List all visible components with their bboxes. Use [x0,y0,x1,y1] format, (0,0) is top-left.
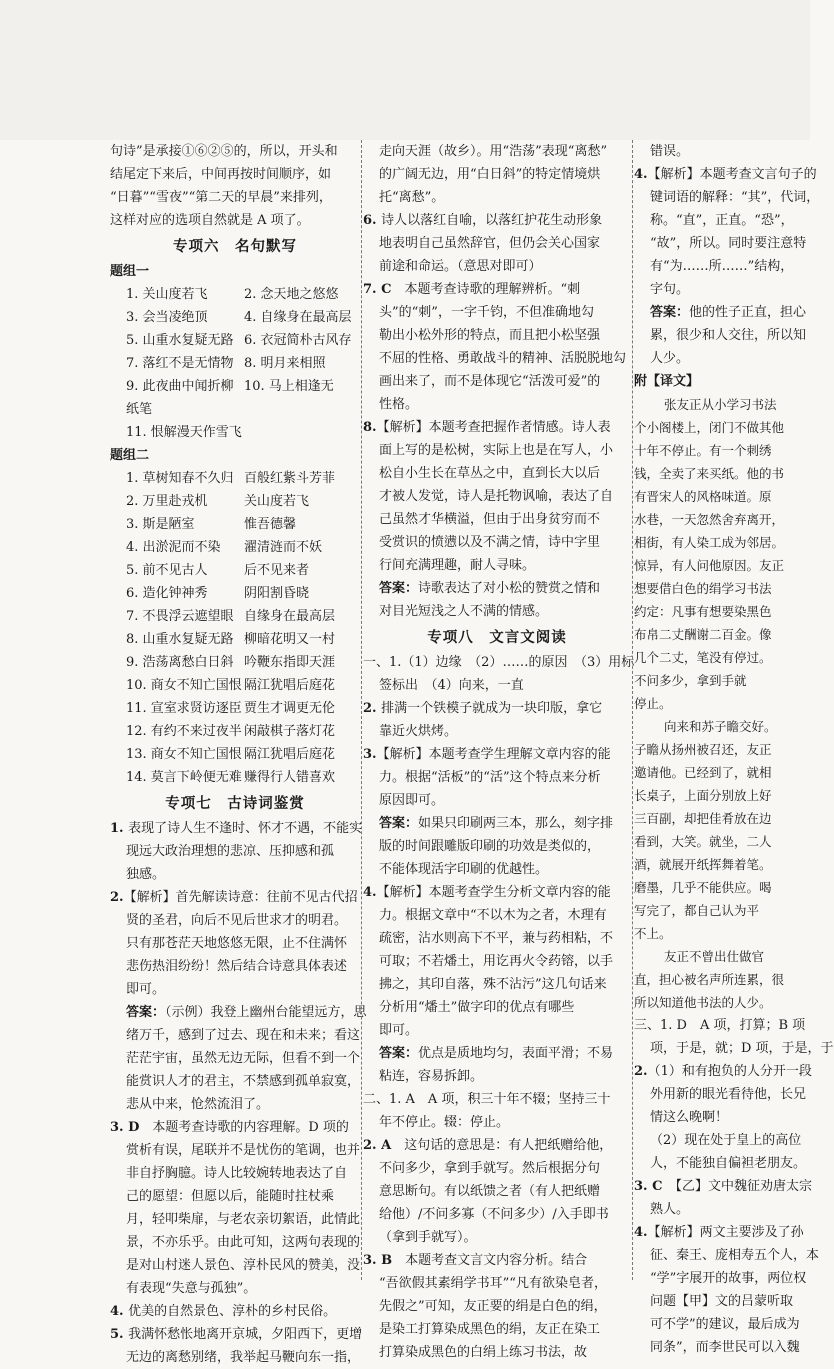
text-line: 版的时间跟雕版印刷的功效是类似的， [379,839,601,854]
item-text: 这句话的意思是：有人把纸赠给他， [404,1138,613,1153]
text-line: 不能体现活字印刷的优越性。 [379,862,549,877]
text-line: 对目光短浅之人不满的情感。 [379,604,549,619]
text-line: 分析用“燔土”做字印的优点有哪些 [379,1000,575,1015]
text-line: 靠近火烘烤。 [379,724,458,739]
numbered-item-line [110,1323,363,1346]
item-marker: 4. [634,167,648,182]
text-line: 现远大政治理想的悲凉、压抑感和孤 [126,844,335,859]
answer-left: 10. 商女不知亡国恨 [126,678,242,693]
text-line: 受赏识的愤懑以及不满之情，诗中字里 [379,535,601,550]
text-line: 前途和命运。（意思对即可） [379,259,542,274]
text-line: 不屈的性格、勇敢战斗的精神、活脱脱地勾 [379,351,627,366]
answer-pair-line [110,490,360,513]
item-text: 【解析】本题考查学生分析文章内容的能 [376,885,611,900]
item-text: 优点是质地均匀，表面平滑；不易 [418,1046,614,1061]
text-line: 可取；不若燔土，用讫再火令药镕，以手 [379,954,614,969]
translation-line: 邀请他。已经到了，就相 [634,765,772,780]
text-line: 贤的圣君，向后不见后世求才的明君。 [126,913,348,928]
answer-left: 4. 出淤泥而不染 [126,540,221,555]
answer-left: 5. 前不见古人 [126,563,208,578]
answer-right: 6. 衣冠简朴古风存 [244,333,352,348]
text-line: 11. 恨解漫天作雪飞 [126,425,242,440]
text-line: 是染工打算染成黑色的绢，友正在染工 [379,1322,601,1337]
translation-line: 停止。 [634,696,672,711]
text-line: 打算染成黑色的白绢上练习书法，故 [379,1345,588,1360]
numbered-item-line: 三、1. D A 项，打算；B 项 [634,1018,806,1033]
answer-line [634,301,824,324]
text-line: 结尾定下来后，中间再按时间顺序，如 [110,167,332,182]
text-line: “吾欲假其素绢学书耳”“凡有欲染皂者， [379,1276,607,1291]
item-text: 优美的自然景色、淳朴的乡村民俗。 [128,1304,337,1319]
item-text: 排满一个铁模子就成为一块印版，拿它 [381,701,603,716]
text-line: 有“为……所……”结构， [650,259,794,274]
text-line: 可不学”的建议，最后成为 [650,1317,800,1332]
column-3 [634,140,834,1355]
answer-pair-line [110,651,360,674]
answer-pair-line [110,720,360,743]
answer-left: 13. 商女不知亡国恨 [126,747,242,762]
item-text: 【解析】本题考查把握作者情感。诗人表 [376,420,611,435]
text-line: 原因即可。 [379,793,445,808]
text-line: 同条”，而李世民可以入魏 [650,1340,800,1355]
text-line: 托“离愁”。 [379,190,445,205]
text-line: 项，于是，就；D 项，于是，于 [650,1041,834,1056]
answer-right: 阴阳割昏晓 [244,586,310,601]
answer-pair-line [110,513,360,536]
numbered-item-line [634,1060,824,1083]
text-line: 面上写的是松树，实际上也是在写人，小 [379,443,614,458]
translation-line: 磨墨，几乎不能供应。喝 [634,880,772,895]
text-line: 先假之”可知，友正要的绢是白色的绢， [379,1299,607,1314]
item-marker: 2. [634,1064,648,1079]
text-line: 错误。 [650,144,690,159]
text-line: 不问多少，拿到手就写。然后根据分句 [379,1161,601,1176]
answer-pair-line [110,559,360,582]
answer-pair-line [110,743,360,766]
answer-right: 惟吾德馨 [244,517,297,532]
item-marker: 答案： [379,581,419,596]
group-heading: 题组一 [110,264,150,279]
text-line: 力。根据“活板”的“活”这个特点来分析 [379,770,601,785]
text-line: 句诗”是承接①⑥②⑤的，所以，开头和 [110,144,338,159]
answer-right: 隔江犹唱后庭花 [244,747,336,762]
numbered-item-line [363,697,631,720]
text-line: 给他）/不问多寡（不问多少）/入手即书 [379,1207,609,1222]
text-line: 只有那苍茫天地悠悠无限，止不住满怀 [126,936,348,951]
group-heading: 题组二 [110,448,150,463]
column-1 [110,140,367,1365]
numbered-item-line: 一、1.（1）边缘 （2）……的原因 （3）用标 [363,655,635,670]
text-line: 己的愿望：但愿以后，能随时拄杖乘 [126,1189,335,1204]
answer-left: 2. 万里赴戎机 [126,494,208,509]
answer-left: 14. 莫言下岭便无难 [126,770,242,785]
text-line: 键词语的解释：“其”，代词， [650,190,820,205]
item-marker: 6. [363,213,382,228]
text-line: 绪万千，感到了过去、现在和未来；看这 [126,1028,361,1043]
item-text: 本题考查诗歌的内容理解。D 项的 [152,1120,349,1135]
text-line: 己虽然才华横溢，但由于出身贫穷而不 [379,512,601,527]
item-text: 诗歌表达了对小松的赞赏之情和 [418,581,601,596]
text-line: 累，很少和人交往，所以知 [650,328,807,343]
answer-left: 7. 落红不是无情物 [126,356,234,371]
answer-left: 1. 草树知春不久归 [126,471,234,486]
group-heading: 附【译文】 [634,374,700,389]
item-marker: 2. A [363,1138,405,1153]
text-line: 疏密，沾水则高下不平，兼与药相粘，不 [379,931,614,946]
text-line: 熟人。 [650,1202,690,1217]
item-marker: 答案： [650,305,690,320]
text-line: 独感。 [126,867,166,882]
text-line: 即可。 [379,1023,419,1038]
answer-left: 1. 关山度若飞 [126,287,208,302]
numbered-item-line [363,881,631,904]
numbered-item-line [110,1116,360,1139]
item-text: 【乙】文中魏征劝唐太宗 [675,1179,812,1194]
text-line: 力。根据文章中“不以木为之者，木理有 [379,908,607,923]
translation-line: 写完了，都自己认为平 [634,903,760,918]
item-marker: 3. D [110,1120,153,1135]
section-title: 专项六 名句默写 [173,238,297,255]
translation-line: 不上。 [634,926,672,941]
item-text: 他的性子正直，担心 [689,305,807,320]
answer-right: 百般红紫斗芳菲 [244,471,336,486]
answer-right: 4. 自缘身在最高层 [244,310,352,325]
translation-line: 张友正从小学习书法 [664,397,777,412]
text-line: 即可。 [126,982,166,997]
item-marker: 8. [363,420,377,435]
numbered-item-line [110,886,360,909]
numbered-item-line: 二、1. A A 项，积三十年不辍；坚持三十 [363,1092,611,1107]
answer-right: 8. 明月来相照 [244,356,326,371]
item-text: 本题考查诗歌的理解辨析。“刺 [404,282,581,297]
text-line: 画出来了，而不是体现它“活泼可爱”的 [379,374,601,389]
text-line: 悲伤热泪纷纷！然后结合诗意具体表述 [126,959,348,974]
translation-line: 十年不停止。有一个刺绣 [634,443,772,458]
answer-right: 2. 念天地之悠悠 [244,287,339,302]
item-text: 【解析】本题考查学生理解文章内容的能 [376,747,611,762]
answer-right: 吟鞭东指即天涯 [244,655,336,670]
text-line: 人，不能独自偏袒老朋友。 [650,1156,807,1171]
answer-pair-line [110,283,360,306]
item-marker: 3. B [363,1253,406,1268]
numbered-item-line [363,1249,631,1272]
text-line: 悲从中来，怆然流泪了。 [126,1097,270,1112]
item-marker: 答案： [379,816,419,831]
answer-pair-line [110,306,360,329]
translation-line: 布帛二丈酬谢二百金。像 [634,627,772,642]
answer-pair-line [110,628,360,651]
text-line: 纸笔 [126,402,153,417]
answer-line [110,1001,367,1024]
text-line: 无边的离愁别绪，我举起马鞭向东一指， [126,1350,361,1365]
text-line: 性格。 [379,397,419,412]
text-line: 这样对应的选项自然就是 A 项了。 [110,213,310,228]
translation-line: 三百副，却把佳肴放在边 [634,811,772,826]
answer-left: 3. 会当凌绝顶 [126,310,208,325]
text-line: 征、秦王、庞相寿五个人，本 [650,1248,820,1263]
answer-pair-line [110,697,360,720]
text-line: 拂之，其印自落，殊不沾污”这几句话来 [379,977,607,992]
translation-line: 惊异，有人问他原因。友正 [634,558,785,573]
numbered-item-line [363,743,631,766]
answer-left: 6. 造化钟神秀 [126,586,208,601]
item-marker: 5. [110,1327,129,1342]
text-line: 意思断句。有以纸馈之者（有人把纸赠 [379,1184,601,1199]
column-2 [363,140,635,1360]
text-line: 粘连，容易拆卸。 [379,1069,484,1084]
column-divider [632,140,633,1280]
answer-line [363,1042,631,1065]
item-marker: 2. [363,701,382,716]
text-line: 字句。 [650,282,690,297]
answer-right: 后不见来者 [244,563,310,578]
item-marker: 3. [363,747,377,762]
answer-pair-line [110,766,360,789]
translation-line: 水巷，一天忽然舍弃离开， [634,512,785,527]
item-marker: 1. [110,821,129,836]
translation-line: 向来和苏子瞻交好。 [664,719,777,734]
answer-pair-line [110,605,360,628]
answer-pair-line [110,375,360,398]
answer-left: 3. 斯是陋室 [126,517,195,532]
answer-right: 柳暗花明又一村 [244,632,336,647]
item-text: （示例）我登上幽州台能望远方，思 [165,1005,367,1020]
numbered-item-line [363,1134,631,1157]
translation-line: 有晋宋人的风格味道。原 [634,489,772,504]
translation-line: 子瞻从扬州被召还，友正 [634,742,772,757]
translation-line: 所以知道他书法的人少。 [634,995,772,1010]
answer-line [363,812,631,835]
translation-line: 钱，全卖了来买纸。他的书 [634,466,785,481]
translation-line: 不问多少，拿到手就 [634,673,747,688]
answer-left: 11. 宣室求贤访逐臣 [126,701,242,716]
text-line: “日暮”“雪夜”“第二天的早晨”来排列， [110,190,332,205]
item-text: 我满怀愁怅地离开京城，夕阳西下，更增 [128,1327,363,1342]
column-divider [361,140,362,1280]
answer-left: 8. 山重水复疑无路 [126,632,234,647]
text-line: “故”，所以。同时要注意特 [650,236,807,251]
text-line: 茫茫宇宙，虽然无边无际，但看不到一个 [126,1051,361,1066]
translation-line: 想要借白色的绢学习书法 [634,581,772,596]
item-marker: 答案： [379,1046,419,1061]
translation-line: 个小阁楼上，闭门不做其他 [634,420,785,435]
text-line: 走向天涯（故乡）。用“浩荡”表现“离愁” [379,144,608,159]
item-marker: 答案： [126,1005,166,1020]
item-marker: 3. C [634,1179,676,1194]
answer-right: 贾生才调更无伦 [244,701,336,716]
item-text: 【解析】首先解读诗意：往前不见古代招 [123,890,358,905]
answer-right: 隔江犹唱后庭花 [244,678,336,693]
translation-line: 相街，有人染工成为邻居。 [634,535,785,550]
item-text: 【解析】两文主要涉及了孙 [647,1225,804,1240]
answer-right: 赚得行人错喜欢 [244,770,336,785]
item-text: 如果只印刷两三本，那么，刻字排 [418,816,614,831]
answer-pair-line [110,352,360,375]
answer-left: 5. 山重水复疑无路 [126,333,234,348]
text-line: 情这么晚啊！ [650,1110,729,1125]
answer-pair-line [110,582,360,605]
translation-line: 长桌子，上面分别放上好 [634,788,772,803]
text-line: 头”的“刺”，一字千钧，不但准确地勾 [379,305,594,320]
item-marker: 4. [110,1304,129,1319]
item-text: （1）和有抱负的人分开一段 [647,1064,812,1079]
numbered-item-line [363,209,631,232]
answer-left: 9. 浩荡离愁白日斜 [126,655,234,670]
numbered-item-line [110,817,363,840]
text-line: 景，不亦乐乎。由此可知，这两句表现的 [126,1235,361,1250]
answer-left: 7. 不畏浮云遮望眼 [126,609,234,624]
text-line: 非自抒胸臆。诗人比较婉转地表达了自 [126,1166,348,1181]
text-line: 问题【甲】文的吕蒙听取 [650,1294,794,1309]
section-title: 专项八 文言文阅读 [427,629,567,646]
answer-right: 10. 马上相逢无 [244,379,334,394]
translation-line: 看到，大笑。就坐，二人 [634,834,772,849]
blank-header-area [0,0,810,140]
text-line: 松自小生长在草丛之中，直到长大以后 [379,466,601,481]
answer-left: 12. 有约不来过夜半 [126,724,242,739]
translation-line: 约定：凡事有想要染黑色 [634,604,772,619]
item-text: 诗人以落红自喻，以落红护花生动形象 [381,213,603,228]
answer-pair-line [110,674,360,697]
numbered-item-line [363,416,631,439]
numbered-item-line [634,1221,824,1244]
item-marker: 4. [363,885,377,900]
item-marker: 7. C [363,282,405,297]
item-text: 本题考查文言文内容分析。结合 [405,1253,588,1268]
answer-right: 自缘身在最高层 [244,609,336,624]
text-line: 人少。 [650,351,690,366]
numbered-item-line [634,1175,824,1198]
section-title: 专项七 古诗词鉴赏 [165,795,305,812]
translation-line: 友正不曾出仕做官 [664,949,765,964]
text-line: 能赏识人才的君主，不禁感到孤单寂寞， [126,1074,361,1089]
text-line: 地表明自己虽然辞官，但仍会关心国家 [379,236,601,251]
text-line: 是对山村迷人景色、淳朴民风的赞美，没 [126,1258,361,1273]
answer-pair-line [110,536,360,559]
numbered-item-line [634,163,824,186]
text-line: （2）现在处于皇上的高位 [650,1133,802,1148]
text-line: 月，轻叩柴扉，与老农亲切絮语，此情此 [126,1212,361,1227]
text-line: 的广阔无边，用“白日斜”的特定情境烘 [379,167,601,182]
answer-pair-line [110,329,360,352]
translation-line: 直，担心被名声所连累，很 [634,972,785,987]
item-marker: 4. [634,1225,648,1240]
answer-right: 闲敲棋子落灯花 [244,724,336,739]
answer-pair-line [110,467,360,490]
item-text: 表现了诗人生不逢时、怀才不遇，不能实 [128,821,363,836]
numbered-item-line [110,1300,360,1323]
text-line: 外用新的眼光看待他，长兄 [650,1087,807,1102]
answer-line [363,577,631,600]
text-line: 行间充满理趣，耐人寻味。 [379,558,536,573]
answer-left: 9. 此夜曲中闻折柳 [126,379,234,394]
text-line: 赏析有误，尾联并不是忧伤的笔调，也并 [126,1143,361,1158]
text-line: “学”字展开的故事，两位权 [650,1271,807,1286]
text-line: 年不停止。辍：停止。 [379,1115,510,1130]
text-line: 签标出 （4）向来，一直 [379,678,524,693]
numbered-item-line [363,278,631,301]
item-marker: 2. [110,890,124,905]
text-line: 才被人发觉，诗人是托物讽喻，表达了自 [379,489,614,504]
answer-right: 关山度若飞 [244,494,310,509]
text-line: 称。“直”，正直。“恐”， [650,213,794,228]
text-line: 有表现“失意与孤独”。 [126,1281,257,1296]
translation-line: 酒，就展开纸挥舞着笔。 [634,857,772,872]
text-line: 勒出小松外形的特点，而且把小松坚强 [379,328,601,343]
text-line: （拿到手就写）。 [379,1230,477,1245]
answer-right: 濯清涟而不妖 [244,540,323,555]
translation-line: 几个二丈，笔没有停过。 [634,650,772,665]
item-text: 【解析】本题考查文言句子的 [647,167,817,182]
